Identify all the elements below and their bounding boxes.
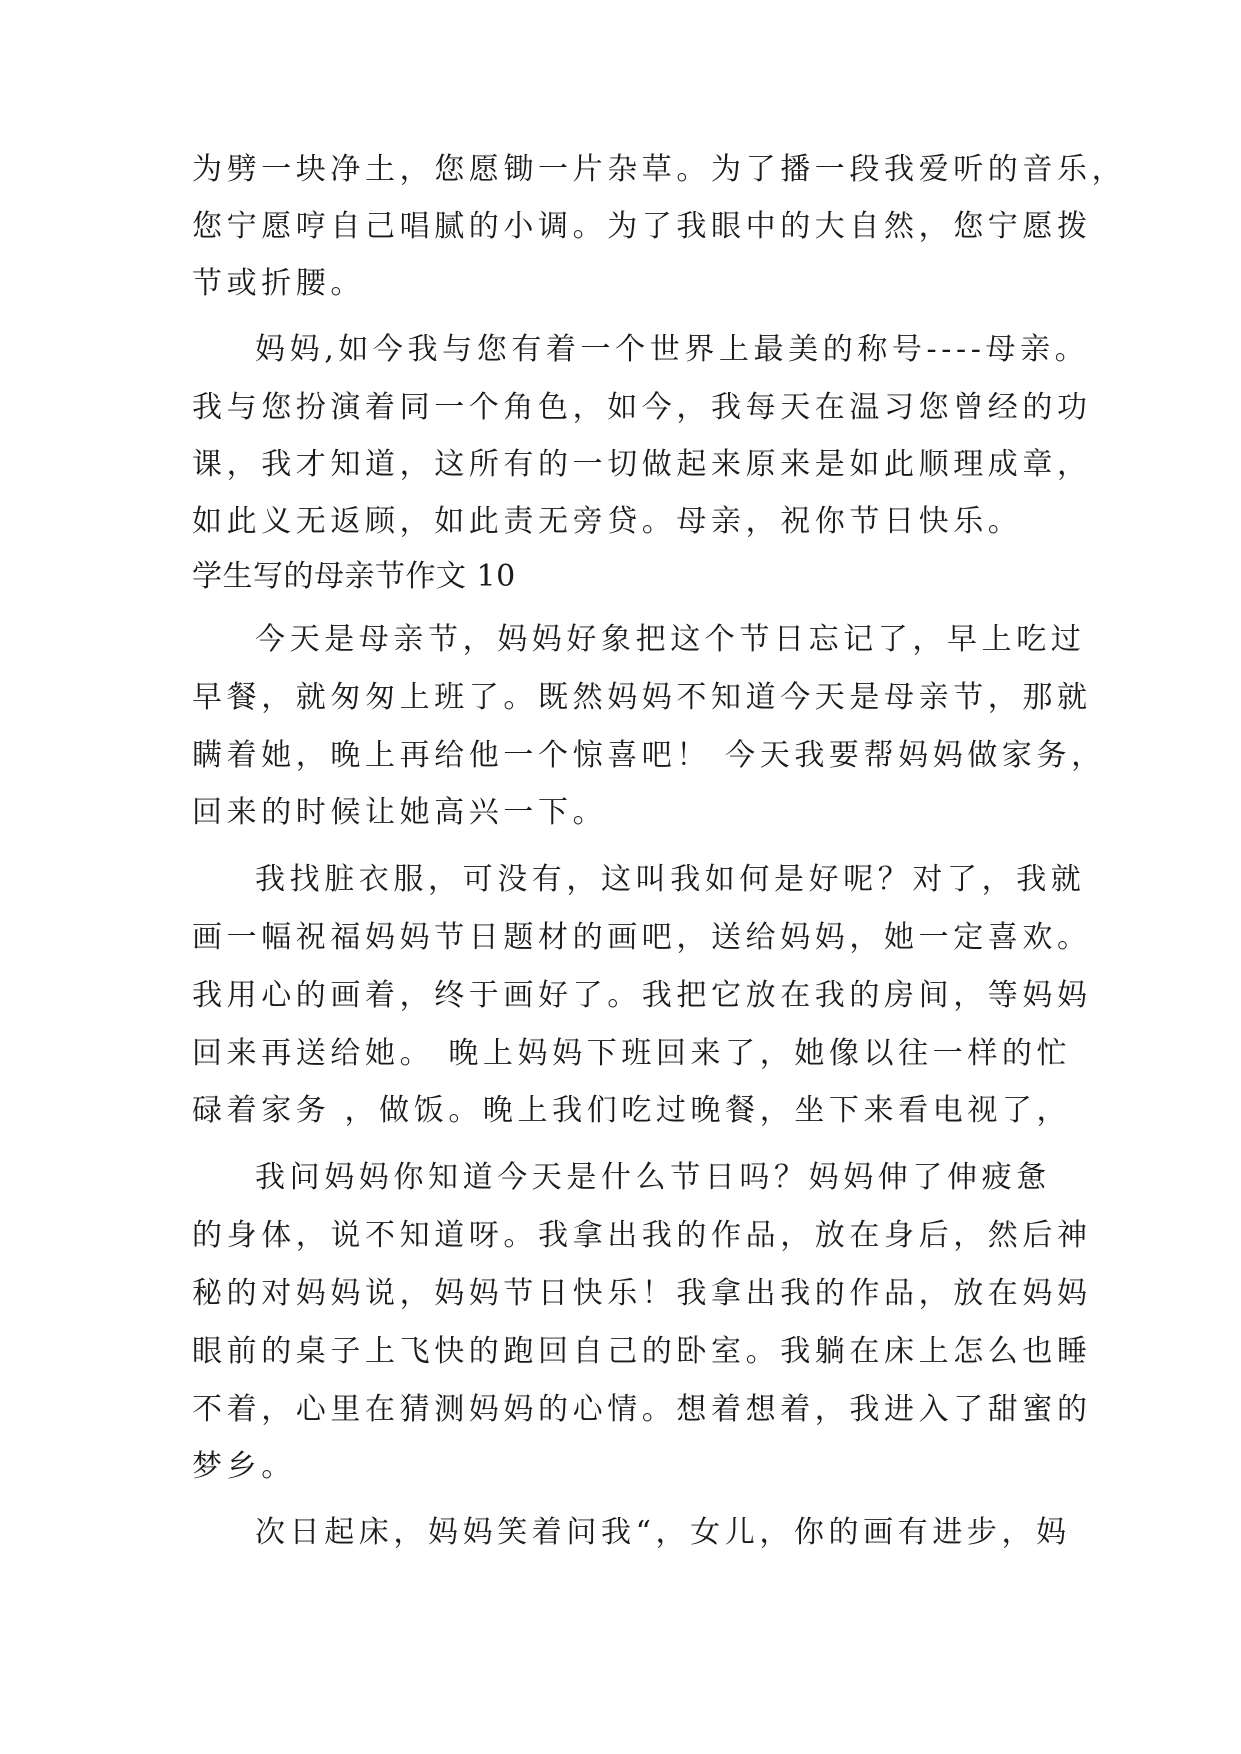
paragraph-line: 画一幅祝福妈妈节日题材的画吧，送给妈妈，她一定喜欢。 [192,920,1092,955]
paragraph-line: 梦乡。 [192,1449,296,1484]
paragraph-line: 我找脏衣服，可没有，这叫我如何是好呢？对了，我就 [255,862,1086,897]
paragraph-line: 次日起床，妈妈笑着问我“，女儿，你的画有进步，妈 [255,1515,1071,1550]
paragraph-line: 回来的时候让她高兴一下。 [192,795,608,830]
paragraph-line: 课，我才知道，这所有的一切做起来原来是如此顺理成章， [192,447,1092,482]
section-heading: 学生写的母亲节作文 10 [192,559,516,594]
paragraph-line: 我用心的画着，终于画好了。我把它放在我的房间，等妈妈 [192,978,1092,1013]
paragraph-line: 我问妈妈你知道今天是什么节日吗？妈妈伸了伸疲惫 [255,1160,1051,1195]
paragraph-line: 为劈一块净土，您愿锄一片杂草。为了播一段我爱听的音乐， [192,152,1127,187]
paragraph-line: 瞒着她，晚上再给他一个惊喜吧！ 今天我要帮妈妈做家务， [192,738,1106,773]
paragraph-line: 回来再送给她。 晚上妈妈下班回来了，她像以往一样的忙 [192,1036,1072,1071]
paragraph-line: 如此义无返顾，如此责无旁贷。母亲，祝你节日快乐。 [192,504,1023,539]
paragraph-line: 节或折腰。 [192,266,365,301]
paragraph-line: 秘的对妈妈说，妈妈节日快乐！我拿出我的作品，放在妈妈 [192,1276,1092,1311]
paragraph-line: 碌着家务 ，做饭。晚上我们吃过晚餐，坐下来看电视了， [192,1093,1072,1128]
paragraph-line: 妈妈,如今我与您有着一个世界上最美的称号----母亲。 [255,332,1090,367]
paragraph-line: 您宁愿哼自己唱腻的小调。为了我眼中的大自然，您宁愿拨 [192,209,1092,244]
paragraph-line: 我与您扮演着同一个角色，如今，我每天在温习您曾经的功 [192,390,1092,425]
paragraph-line: 的身体，说不知道呀。我拿出我的作品，放在身后，然后神 [192,1218,1092,1253]
paragraph-line: 眼前的桌子上飞快的跑回自己的卧室。我躺在床上怎么也睡 [192,1334,1092,1369]
paragraph-line: 早餐，就匆匆上班了。既然妈妈不知道今天是母亲节，那就 [192,680,1092,715]
paragraph-line: 不着，心里在猜测妈妈的心情。想着想着，我进入了甜蜜的 [192,1392,1092,1427]
paragraph-line: 今天是母亲节，妈妈好象把这个节日忘记了，早上吃过 [255,622,1086,657]
